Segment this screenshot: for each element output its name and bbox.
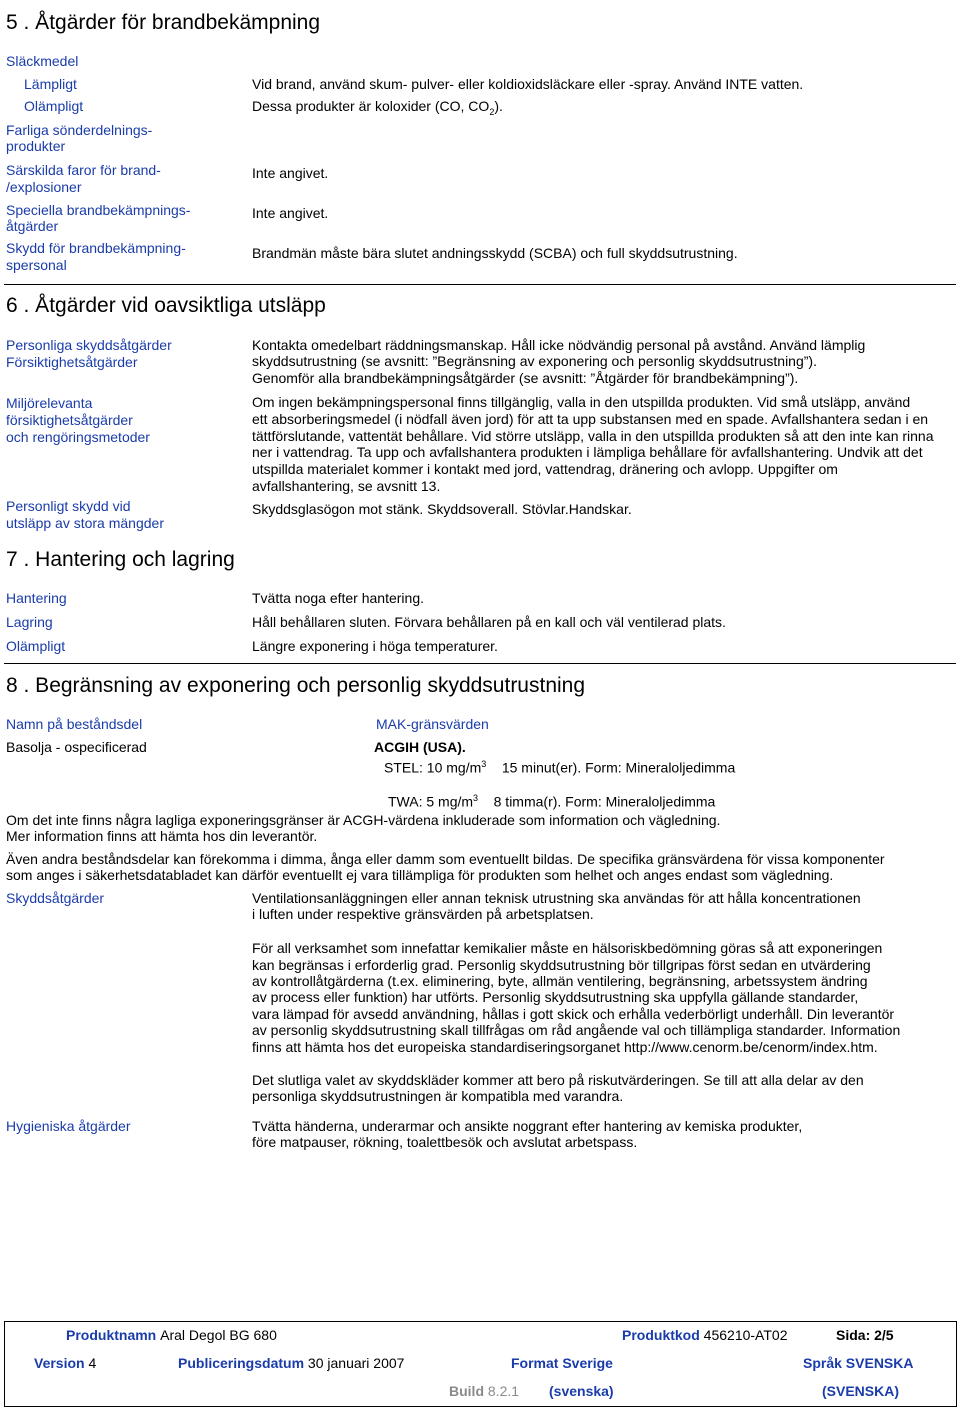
miljo-text-2: ett absorberingsmedel (i nödfall även jord) för att ta upp substansen med en spade. Avfallshantera sedan i en <box>252 411 929 427</box>
section-8-title: 8 . Begränsning av exponering och personlig skyddsutrustning <box>6 674 586 697</box>
personliga-text-1: Kontakta omedelbart räddningsmanskap. Håll icke nödvändig personal på avstånd. Använd lämplig <box>252 337 866 353</box>
pers-skydd-text: Skyddsglasögon mot stänk. Skyddsoverall. Stövlar.Handskar. <box>252 501 632 517</box>
personliga-text-3: Genomför alla brandbekämpningsåtgärder (se avsnitt: ”Åtgärder för brandbekämpning”). <box>252 370 799 386</box>
divider <box>4 284 956 285</box>
personliga-text-2: skyddsutrustning (se avsnitt: ”Begränsning av exponering och personlig skyddsutrustning”). <box>252 353 817 369</box>
pers-skydd-label-2: utsläpp av stora mängder <box>6 515 164 531</box>
miljo-text-5: utspillda materialet kommer i kontakt med jord, vattendrag, dränering och avlopp. Uppgifter om <box>252 461 838 477</box>
skyddsatgarder-label: Skyddsåtgärder <box>6 890 105 906</box>
note2-line2: som anges i säkerhetsdatabladet kan därför eventuellt ej vara tillämpliga för produkten som helhet och anges endast som vägledning. <box>6 867 834 883</box>
skydds-p2-line4: av process eller funktion) har utförts. Personlig skyddsutrustning ska uppfylla gällande standarder, <box>252 989 859 1005</box>
skydd-label-1: Skydd för brandbekämpning- <box>6 240 186 256</box>
skydds-p3-line1: Det slutliga valet av skyddskläder kommer att bero på riskutvärderingen. Se till att alla delar av den <box>252 1072 864 1088</box>
skydds-p2-line7: finns att hämta hos det europeiska standardiseringsorganet http://www.cenorm.be/cenorm/index.htm. <box>252 1039 878 1055</box>
section-7-title: 7 . Hantering och lagring <box>6 548 235 571</box>
skydds-p2-line2: kan begränsas i erforderlig grad. Personlig skyddsutrustning bör tillgripas först sedan en utvärdering <box>252 957 871 973</box>
hyg-line1: Tvätta händerna, underarmar och ansikte noggrant efter hantering av kemiska produkter, <box>252 1118 803 1134</box>
divider <box>4 663 956 664</box>
section-5-title: 5 . Åtgärder för brandbekämpning <box>6 11 321 34</box>
stel-value: STEL: 10 $mg/m^3$ 15 minut(er). Form: Mineraloljedimma <box>384 759 736 776</box>
lagring-text: Håll behållaren sluten. Förvara behållaren på en kall och väl ventilerad plats. <box>252 614 726 630</box>
miljo-label-3: och rengöringsmetoder <box>6 429 150 445</box>
note2-line1: Även andra beståndsdelar kan förekomma i dimma, ånga eller damm som eventuellt bildas. De specifika gränsvärdena för vissa komponenter <box>6 851 885 867</box>
component-name: Basolja - ospecificerad <box>6 739 147 755</box>
miljo-text-3: tättförslutande, vattentät behållare. Vid större utsläpp, valla in den utspillda produkten så att den inte kan rinna <box>252 428 934 444</box>
personliga-label-1: Personliga skyddsåtgärder <box>6 337 172 353</box>
version: Version 4 <box>34 1355 97 1371</box>
produktnamn: Produktnamn Aral Degol BG 680 <box>66 1327 277 1343</box>
publiceringsdatum: Publiceringsdatum 30 januari 2007 <box>178 1355 405 1371</box>
speciella-label-2: åtgärder <box>6 218 59 234</box>
personliga-label-2: Försiktighetsåtgärder <box>6 354 138 370</box>
namn-header: Namn på beståndsdel <box>6 716 143 732</box>
pers-skydd-label-1: Personligt skydd vid <box>6 498 131 514</box>
skydd-text: Brandmän måste bära slutet andningsskydd (SCBA) och full skyddsutrustning. <box>252 245 738 261</box>
olampligt-7-text: Längre exponering i höga temperaturer. <box>252 638 498 654</box>
lagring-label: Lagring <box>6 614 53 630</box>
sprak: Språk SVENSKA <box>803 1355 914 1371</box>
skydd-label-2: spersonal <box>6 257 67 273</box>
note1-line2: Mer information finns att hämta hos din leverantör. <box>6 828 318 844</box>
language-upper: (SVENSKA) <box>822 1383 900 1399</box>
miljo-text-6: avfallshantering, se avsnitt 13. <box>252 478 441 494</box>
speciella-text: Inte angivet. <box>252 205 329 221</box>
sarskilda-label-2: /explosioner <box>6 179 82 195</box>
skydds-p1-line2: i luften under respektive gränsvärden på arbetsplatsen. <box>252 906 594 922</box>
skydds-p1-line1: Ventilationsanläggningen eller annan teknisk utrustning ska användas för att hålla koncentrationen <box>252 890 861 906</box>
farliga-label-2: produkter <box>6 138 66 154</box>
mak-header: MAK-gränsvärden <box>376 716 489 732</box>
hantering-text: Tvätta noga efter hantering. <box>252 590 424 606</box>
olampligt-7-label: Olämpligt <box>6 638 66 654</box>
twa-value: TWA: 5 $mg/m^3$ 8 timma(r). Form: Mineraloljedimma <box>388 793 716 810</box>
olampligt-text: Dessa produkter är koloxider (CO, $CO_2$). <box>252 98 503 117</box>
miljo-text-1: Om ingen bekämpningspersonal finns tillgänglig, valla in den utspillda produkten. Vid små utsläpp, använd <box>252 394 911 410</box>
section-6-title: 6 . Åtgärder vid oavsiktliga utsläpp <box>6 294 326 317</box>
page-number: Sida: 2/5 <box>836 1327 894 1343</box>
format: Format Sverige <box>511 1355 613 1371</box>
olampligt-label: Olämpligt <box>24 98 84 114</box>
hyg-line2: före matpauser, rökning, toalettbesök och avslutat arbetspass. <box>252 1134 638 1150</box>
produktkod: Produktkod 456210-AT02 <box>622 1327 788 1343</box>
lampligt-label: Lämpligt <box>24 76 77 92</box>
lampligt-text: Vid brand, använd skum- pulver- eller koldioxidsläckare eller -spray. Använd INTE vatten. <box>252 76 804 92</box>
sarskilda-text: Inte angivet. <box>252 165 329 181</box>
note1-line1: Om det inte finns några lagliga exponeringsgränser är ACGH-värdena inkluderade som information och vägledning. <box>6 812 721 828</box>
hantering-label: Hantering <box>6 590 67 606</box>
farliga-label-1: Farliga sönderdelnings- <box>6 122 153 138</box>
skydds-p2-line5: vara lämpad för avsedd användning, hållas i gott skick och erhålla vederbörligt underhåll. Din leverantör <box>252 1006 895 1022</box>
miljo-text-4: ner i vattendrag. Ta upp och avfallshantera produkten i lämpliga behållare för avfallshantering. Undvik att det <box>252 444 923 460</box>
miljo-label-2: försiktighetsåtgärder <box>6 412 133 428</box>
language-lower: (svenska) <box>549 1383 614 1399</box>
acgih-label: ACGIH (USA). <box>374 739 466 755</box>
skydds-p3-line2: personliga skyddsutrustningen är kompatibla med varandra. <box>252 1088 624 1104</box>
build: Build 8.2.1 <box>449 1383 520 1399</box>
speciella-label-1: Speciella brandbekämpnings- <box>6 202 191 218</box>
sarskilda-label-1: Särskilda faror för brand- <box>6 162 161 178</box>
skydds-p2-line3: av kontrollåtgärderna (t.ex. eliminering, byte, allmän ventilering, begränsning, arbetssystem ändring <box>252 973 868 989</box>
miljo-label-1: Miljörelevanta <box>6 395 93 411</box>
slackmedel-label: Släckmedel <box>6 53 79 69</box>
hygieniska-label: Hygieniska åtgärder <box>6 1118 131 1134</box>
skydds-p2-line6: av personlig skyddsutrustning skall tillfrågas om råd angående val och tillämpliga standarder. Information <box>252 1022 901 1038</box>
skydds-p2-line1: För all verksamhet som innefattar kemikalier måste en hälsoriskbedömning göras så att exponeringen <box>252 940 883 956</box>
